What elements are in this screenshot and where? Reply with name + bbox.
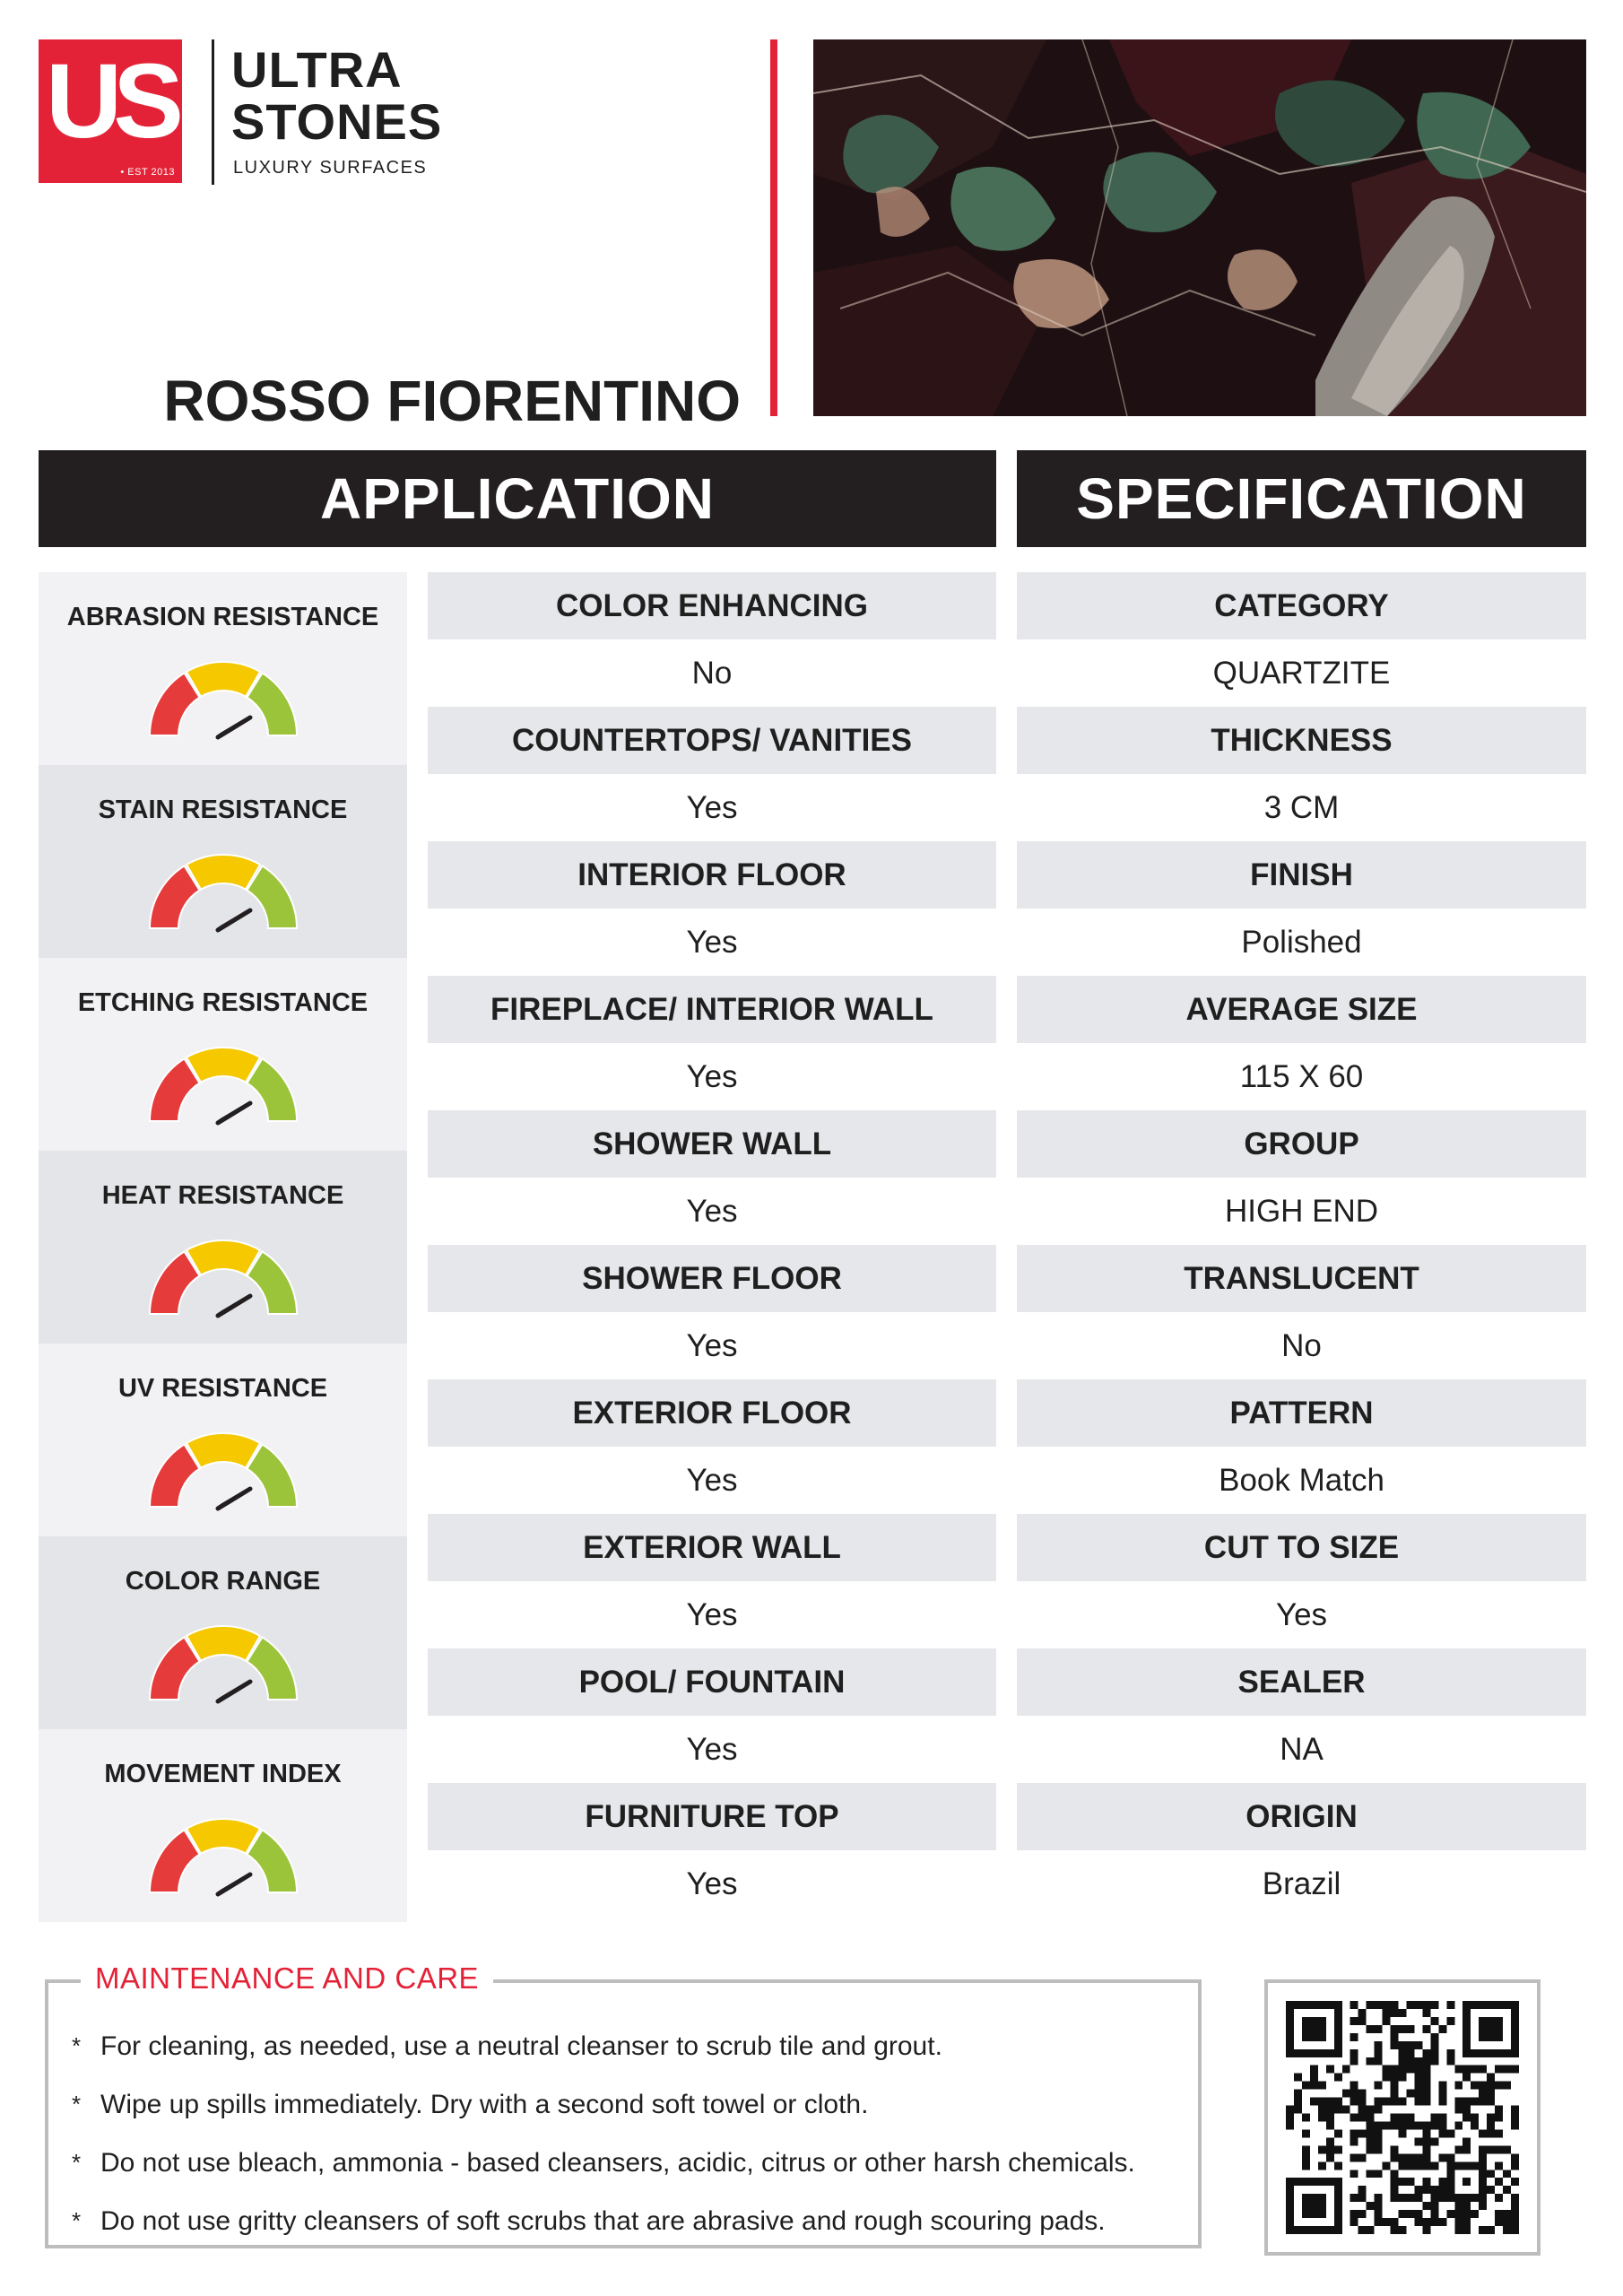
brand-name-line1: ULTRA xyxy=(231,41,403,98)
specification-label: CUT TO SIZE xyxy=(1017,1514,1586,1581)
resistance-gauges xyxy=(39,572,407,1922)
logo-est: • EST 2013 xyxy=(120,167,175,178)
specification-value: 115 X 60 xyxy=(1017,1043,1586,1110)
specification-label: PATTERN xyxy=(1017,1379,1586,1447)
specification-value: Book Match xyxy=(1017,1447,1586,1514)
specification-value: HIGH END xyxy=(1017,1178,1586,1245)
application-value: Yes xyxy=(428,774,996,841)
gauge-label: HEAT RESISTANCE xyxy=(101,1181,344,1210)
maintenance-item xyxy=(72,2134,1135,2192)
gauge-label: STAIN RESISTANCE xyxy=(98,796,348,824)
gauge-color-range xyxy=(39,1536,407,1729)
application-value: Yes xyxy=(428,1178,996,1245)
application-value: Yes xyxy=(428,1850,996,1918)
application-value: Yes xyxy=(428,909,996,976)
gauge-label: UV RESISTANCE xyxy=(117,1374,328,1403)
gauge-icon xyxy=(148,655,299,741)
product-title: ROSSO FIORENTINO xyxy=(163,369,741,433)
gauge-movement-index xyxy=(39,1729,407,1922)
application-value: Yes xyxy=(428,1716,996,1783)
brand-logo xyxy=(39,39,182,183)
accent-divider xyxy=(770,39,777,416)
specification-value: Brazil xyxy=(1017,1850,1586,1918)
application-value: Yes xyxy=(428,1043,996,1110)
maintenance-list xyxy=(72,2017,1135,2250)
gauge-icon xyxy=(148,1040,299,1126)
specification-value: NA xyxy=(1017,1716,1586,1783)
gauge-etching-resistance xyxy=(39,958,407,1151)
asterisk-icon: * xyxy=(72,2032,82,2059)
application-value: Yes xyxy=(428,1312,996,1379)
application-label: COUNTERTOPS/ VANITIES xyxy=(428,707,996,774)
application-label: SHOWER FLOOR xyxy=(428,1245,996,1312)
logo-divider xyxy=(212,39,214,185)
specification-label: FINISH xyxy=(1017,841,1586,909)
gauge-icon xyxy=(148,1426,299,1512)
specification-label: THICKNESS xyxy=(1017,707,1586,774)
gauge-stain-resistance xyxy=(39,765,407,958)
specification-label: GROUP xyxy=(1017,1110,1586,1178)
gauge-icon xyxy=(148,1619,299,1705)
application-label: INTERIOR FLOOR xyxy=(428,841,996,909)
maintenance-box xyxy=(45,1961,1202,2248)
logo-letters: US xyxy=(46,42,175,161)
brand-name-line2: STONES xyxy=(231,93,443,150)
gauge-icon xyxy=(148,848,299,934)
specification-label: AVERAGE SIZE xyxy=(1017,976,1586,1043)
specification-value: No xyxy=(1017,1312,1586,1379)
specification-header: SPECIFICATION xyxy=(1017,450,1586,547)
asterisk-icon: * xyxy=(72,2207,82,2234)
maintenance-item xyxy=(72,2017,1135,2075)
maintenance-text: Wipe up spills immediately. Dry with a second soft towel or cloth. xyxy=(100,2089,869,2119)
stone-sample-image xyxy=(813,39,1586,416)
application-value: Yes xyxy=(428,1447,996,1514)
application-label: EXTERIOR WALL xyxy=(428,1514,996,1581)
gauge-icon xyxy=(148,1812,299,1898)
specification-value: 3 CM xyxy=(1017,774,1586,841)
application-label: EXTERIOR FLOOR xyxy=(428,1379,996,1447)
qr-code[interactable] xyxy=(1264,1979,1541,2256)
maintenance-text: Do not use bleach, ammonia - based cleansers, acidic, citrus or other harsh chemicals. xyxy=(100,2147,1135,2178)
maintenance-item xyxy=(72,2192,1135,2250)
gauge-label: ETCHING RESISTANCE xyxy=(77,988,369,1017)
application-label: POOL/ FOUNTAIN xyxy=(428,1648,996,1716)
application-label: SHOWER WALL xyxy=(428,1110,996,1178)
gauge-heat-resistance xyxy=(39,1151,407,1344)
gauge-label: COLOR RANGE xyxy=(125,1567,321,1596)
gauge-label: ABRASION RESISTANCE xyxy=(66,603,379,631)
gauge-label: MOVEMENT INDEX xyxy=(104,1760,342,1788)
maintenance-title: MAINTENANCE AND CARE xyxy=(81,1961,493,1996)
gauge-uv-resistance xyxy=(39,1344,407,1536)
asterisk-icon: * xyxy=(72,2091,82,2118)
specification-table xyxy=(1017,572,1586,1918)
maintenance-text: For cleaning, as needed, use a neutral cleanser to scrub tile and grout. xyxy=(100,2031,942,2061)
maintenance-text: Do not use gritty cleansers of soft scrubs that are abrasive and rough scouring pads. xyxy=(100,2205,1106,2236)
application-header: APPLICATION xyxy=(39,450,996,547)
application-value: Yes xyxy=(428,1581,996,1648)
application-value: No xyxy=(428,639,996,707)
asterisk-icon: * xyxy=(72,2149,82,2176)
maintenance-item xyxy=(72,2075,1135,2134)
gauge-icon xyxy=(148,1233,299,1319)
specification-label: ORIGIN xyxy=(1017,1783,1586,1850)
specification-value: Yes xyxy=(1017,1581,1586,1648)
application-label: FIREPLACE/ INTERIOR WALL xyxy=(428,976,996,1043)
application-label: FURNITURE TOP xyxy=(428,1783,996,1850)
brand-tagline: LUXURY SURFACES xyxy=(233,158,428,178)
specification-label: SEALER xyxy=(1017,1648,1586,1716)
gauge-abrasion-resistance xyxy=(39,572,407,765)
qr-code-icon xyxy=(1286,2001,1519,2234)
specification-value: Polished xyxy=(1017,909,1586,976)
application-label: COLOR ENHANCING xyxy=(428,572,996,639)
specification-label: CATEGORY xyxy=(1017,572,1586,639)
specification-value: QUARTZITE xyxy=(1017,639,1586,707)
specification-label: TRANSLUCENT xyxy=(1017,1245,1586,1312)
application-table xyxy=(428,572,996,1918)
